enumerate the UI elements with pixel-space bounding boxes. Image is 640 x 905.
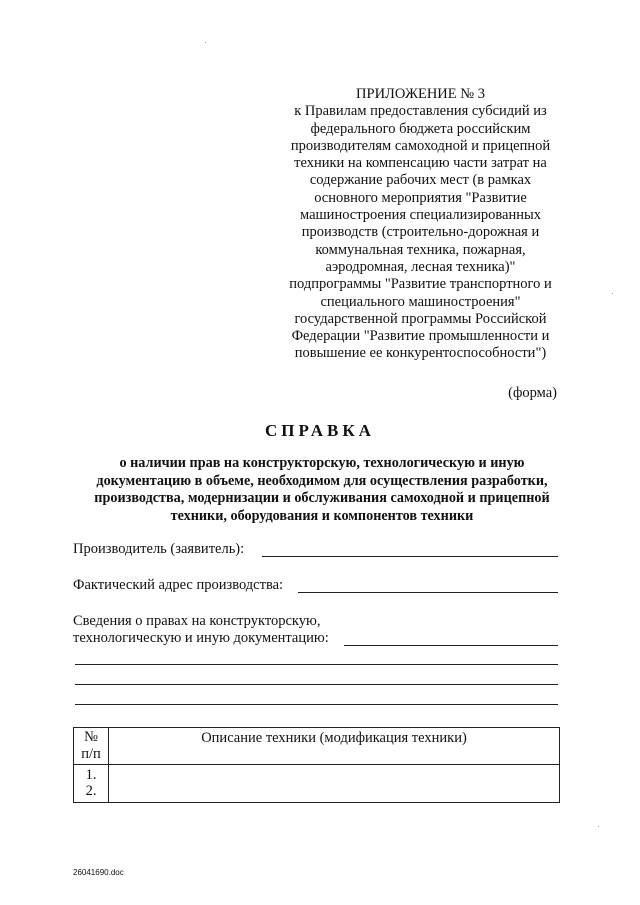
appendix-line: производителям самоходной и прицепной <box>290 137 551 154</box>
appendix-title: ПРИЛОЖЕНИЕ № 3 <box>356 86 485 102</box>
appendix-line: машиностроения специализированных <box>300 207 541 224</box>
scan-speck <box>598 826 599 827</box>
subtitle-line: производства, модернизации и обслуживания самоходной и прицепной <box>94 490 550 506</box>
header-description: Описание техники (модификация техники) <box>109 728 560 765</box>
appendix-line: специального машиностроения" <box>320 293 521 310</box>
address-input-line[interactable] <box>298 592 558 593</box>
appendix-line: техники на компенсацию части затрат на <box>294 155 547 172</box>
subtitle-line: о наличии прав на конструкторскую, технологическую и иную <box>119 455 525 471</box>
appendix-line: повышение ее конкурентоспособности") <box>294 345 547 362</box>
appendix-block <box>278 86 563 363</box>
appendix-line: производств (строительно-дорожная и <box>301 224 540 241</box>
table-header-row <box>74 728 560 765</box>
file-name-footer: 26041690.doc <box>73 868 124 877</box>
rights-extra-line[interactable] <box>75 704 558 705</box>
appendix-line: Федерации "Развитие промышленности и <box>291 328 550 345</box>
address-label: Фактический адрес производства: <box>73 577 284 593</box>
appendix-line: коммунальная техника, пожарная, <box>315 241 526 258</box>
rights-label-line2: технологическую и иную документацию: <box>73 630 329 646</box>
rights-label-line1: Сведения о правах на конструкторскую, <box>73 613 321 629</box>
row-description-cell[interactable] <box>109 765 560 803</box>
subtitle-line: документацию в объеме, необходимом для осуществления разработки, <box>96 472 548 489</box>
table-row <box>74 765 560 803</box>
appendix-line: основного мероприятия "Развитие <box>314 189 527 206</box>
document-subtitle <box>82 455 562 525</box>
appendix-line: аэродромная, лесная техника)" <box>325 258 516 275</box>
form-label: (форма) <box>508 385 557 401</box>
rights-extra-line[interactable] <box>75 664 558 665</box>
appendix-line: подпрограммы "Развитие транспортного и <box>289 276 552 293</box>
document-heading: СПРАВКА <box>265 421 375 440</box>
rights-input-line[interactable] <box>344 645 558 646</box>
producer-label: Производитель (заявитель): <box>73 541 245 557</box>
appendix-line: содержание рабочих мест (в рамках <box>309 172 532 189</box>
scan-speck <box>612 293 613 294</box>
appendix-line: федерального бюджета российским <box>310 120 531 137</box>
scan-speck <box>205 42 206 43</box>
header-number: № п/п <box>74 728 109 765</box>
appendix-line: государственной программы Российской <box>294 310 547 327</box>
technique-table <box>73 727 560 803</box>
rights-extra-line[interactable] <box>75 684 558 685</box>
producer-input-line[interactable] <box>262 556 558 557</box>
appendix-line: к Правилам предоставления субсидий из <box>294 103 547 120</box>
subtitle-line: техники, оборудования и компонентов техники <box>170 507 474 524</box>
row-numbers: 1. 2. <box>74 765 109 803</box>
